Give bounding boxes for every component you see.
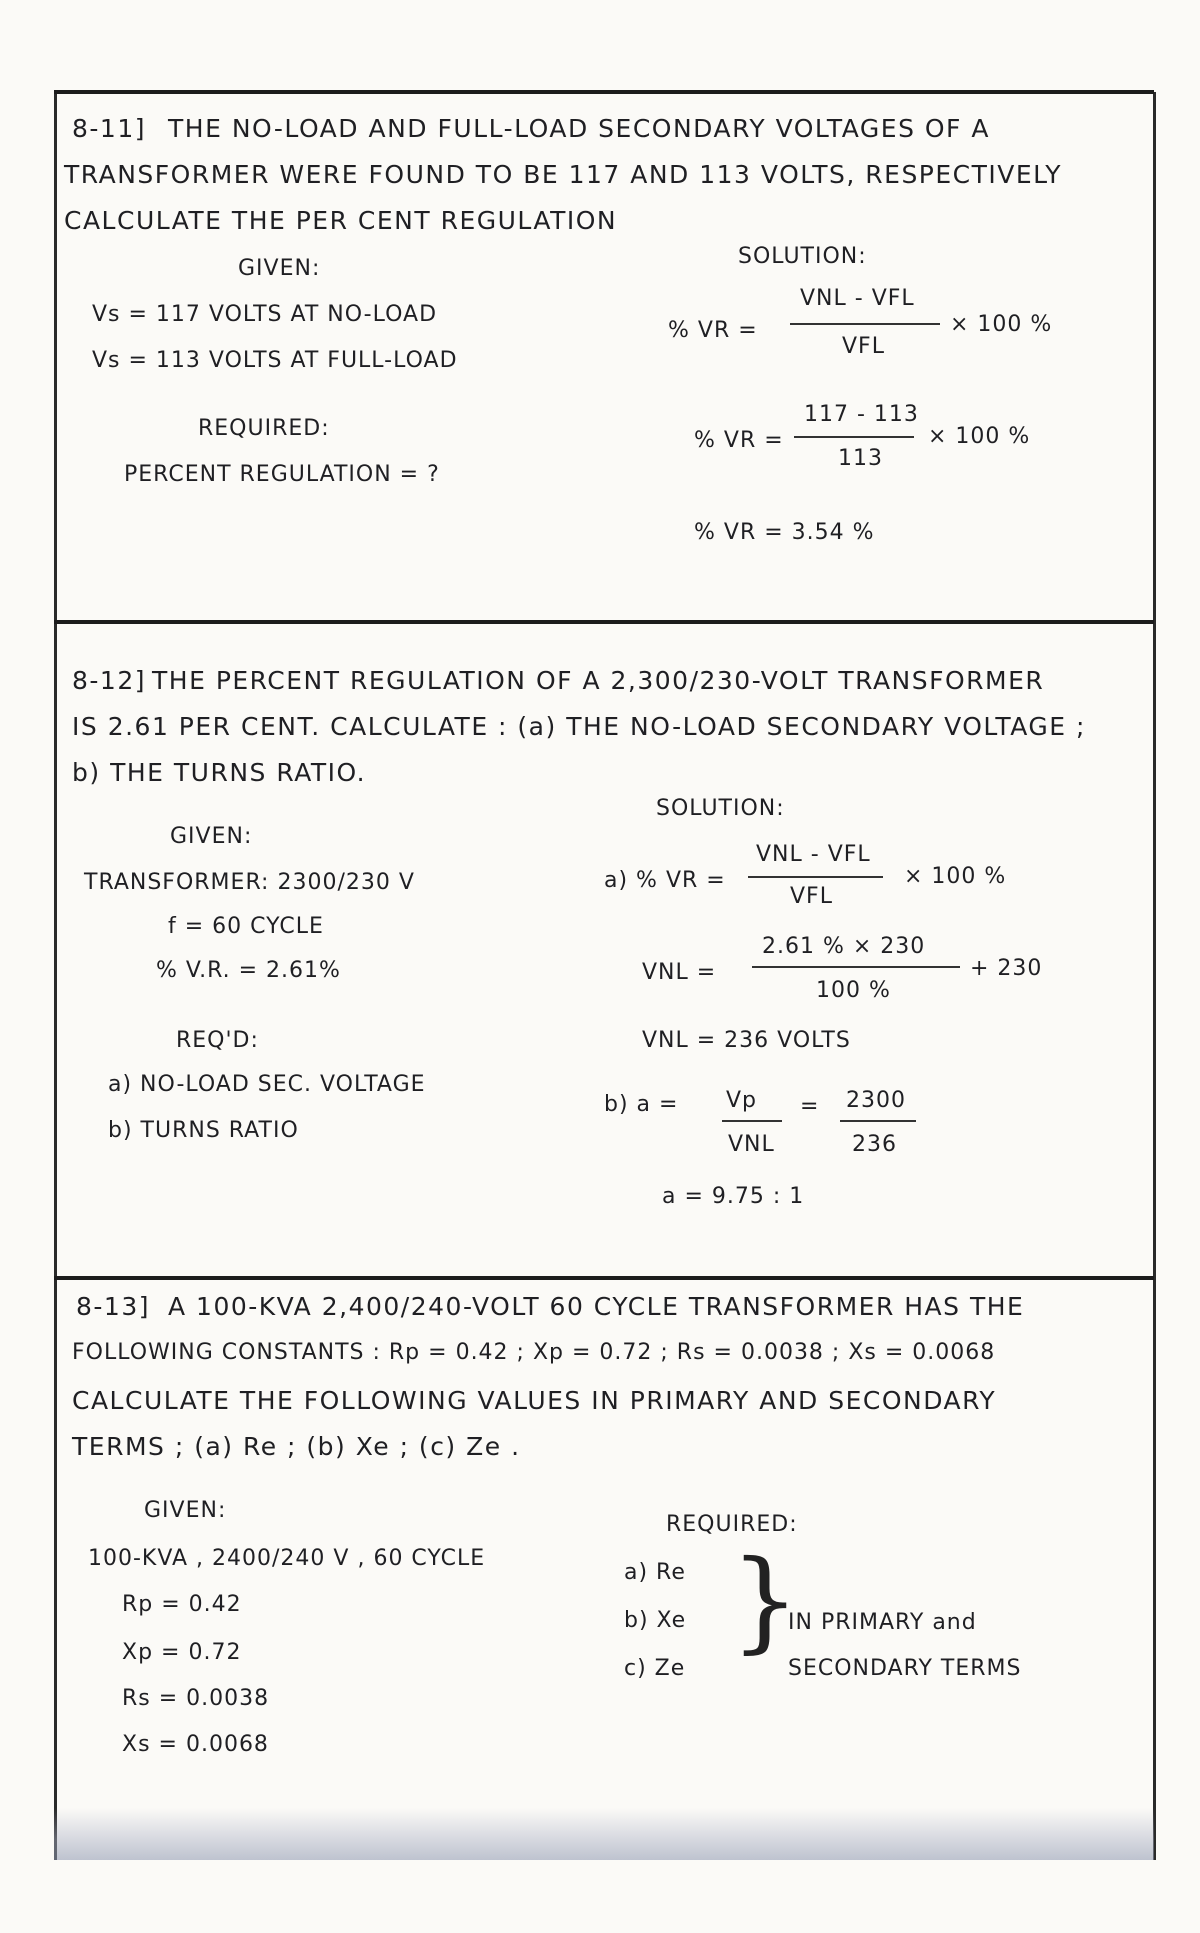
required-item: c) Ze [624, 1656, 686, 1681]
solution-label: SOLUTION: [656, 796, 785, 821]
required-label: REQUIRED: [198, 416, 330, 441]
required-item: a) NO-LOAD SEC. VOLTAGE [108, 1072, 426, 1097]
given-label: GIVEN: [170, 824, 253, 849]
equation-lhs: VNL = [642, 960, 717, 985]
given-item: 100-KVA , 2400/240 V , 60 CYCLE [88, 1546, 486, 1571]
given-item: TRANSFORMER: 2300/230 V [84, 870, 415, 895]
statement-line: b) THE TURNS RATIO. [72, 758, 367, 787]
given-item: Rp = 0.42 [122, 1592, 242, 1617]
result: a = 9.75 : 1 [662, 1184, 805, 1209]
multiplier: × 100 % [928, 424, 1031, 449]
fraction-numerator: 2.61 % × 230 [762, 934, 926, 959]
given-label: GIVEN: [238, 256, 321, 281]
fraction-numerator: 117 - 113 [804, 402, 919, 427]
fraction-bar [794, 436, 914, 438]
problem-number: 8-12] [72, 666, 146, 695]
result: % VR = 3.54 % [694, 520, 875, 545]
required-note: IN PRIMARY and [788, 1610, 977, 1635]
equation-lhs: b) a = [604, 1092, 679, 1117]
required-item: b) TURNS RATIO [108, 1118, 299, 1143]
statement-line: THE NO-LOAD AND FULL-LOAD SECONDARY VOLTAGES OF A [168, 114, 990, 143]
problem-number: 8-13] [76, 1292, 150, 1321]
fraction-denominator: VFL [790, 884, 833, 909]
fraction-bar [752, 966, 960, 968]
required-note: SECONDARY TERMS [788, 1656, 1022, 1681]
fraction-numerator: VNL - VFL [800, 286, 915, 311]
statement-line: FOLLOWING CONSTANTS : Rp = 0.42 ; Xp = 0.72 ; Rs = 0.0038 ; Xs = 0.0068 [72, 1340, 996, 1365]
solution-label: SOLUTION: [738, 244, 867, 269]
fraction-denominator: 236 [852, 1132, 897, 1157]
fraction-denominator: 100 % [816, 978, 891, 1003]
required-item: PERCENT REGULATION = ? [124, 462, 440, 487]
given-item: Xp = 0.72 [122, 1640, 242, 1665]
result: VNL = 236 VOLTS [642, 1028, 851, 1053]
required-item: a) Re [624, 1560, 686, 1585]
equation-lhs: a) % VR = [604, 868, 726, 893]
equation-lhs: % VR = [694, 428, 784, 453]
statement-line: TERMS ; (a) Re ; (b) Xe ; (c) Ze . [72, 1432, 521, 1461]
problem-number: 8-11] [72, 114, 146, 143]
given-item: f = 60 CYCLE [168, 914, 324, 939]
section-divider [54, 1276, 1154, 1280]
statement-line: CALCULATE THE PER CENT REGULATION [64, 206, 618, 235]
fraction-numerator: 2300 [846, 1088, 906, 1113]
equation-lhs: % VR = [668, 318, 758, 343]
statement-line: THE PERCENT REGULATION OF A 2,300/230-VOLT TRANSFORMER [152, 666, 1045, 695]
statement-line: CALCULATE THE FOLLOWING VALUES IN PRIMARY AND SECONDARY [72, 1386, 997, 1415]
required-item: b) Xe [624, 1608, 687, 1633]
right-brace: } [730, 1536, 800, 1664]
multiplier: × 100 % [950, 312, 1053, 337]
fraction-denominator: 113 [838, 446, 883, 471]
given-item: Vs = 113 VOLTS AT FULL-LOAD [92, 348, 458, 373]
plus-term: + 230 [970, 956, 1043, 981]
fraction-bar [748, 876, 883, 878]
fraction-denominator: VNL [728, 1132, 775, 1157]
required-label: REQUIRED: [666, 1512, 798, 1537]
given-item: Vs = 117 VOLTS AT NO-LOAD [92, 302, 438, 327]
given-item: Rs = 0.0038 [122, 1686, 270, 1711]
section-divider [54, 620, 1154, 624]
scan-smudge [54, 1808, 1154, 1860]
fraction-bar [840, 1120, 916, 1122]
given-item: Xs = 0.0068 [122, 1732, 269, 1757]
fraction-denominator: VFL [842, 334, 885, 359]
fraction-bar [722, 1120, 782, 1122]
given-item: % V.R. = 2.61% [156, 958, 341, 983]
statement-line: IS 2.61 PER CENT. CALCULATE : (a) THE NO-LOAD SECONDARY VOLTAGE ; [72, 712, 1086, 741]
fraction-numerator: VNL - VFL [756, 842, 871, 867]
statement-line: A 100-KVA 2,400/240-VOLT 60 CYCLE TRANSFORMER HAS THE [168, 1292, 1025, 1321]
multiplier: × 100 % [904, 864, 1007, 889]
required-label: REQ'D: [176, 1028, 259, 1053]
fraction-bar [790, 323, 940, 325]
top-rule [54, 90, 1154, 94]
equals-sign: = [800, 1094, 820, 1119]
fraction-numerator: Vp [726, 1088, 758, 1113]
given-label: GIVEN: [144, 1498, 227, 1523]
statement-line: TRANSFORMER WERE FOUND TO BE 117 AND 113 VOLTS, RESPECTIVELY [64, 160, 1063, 189]
